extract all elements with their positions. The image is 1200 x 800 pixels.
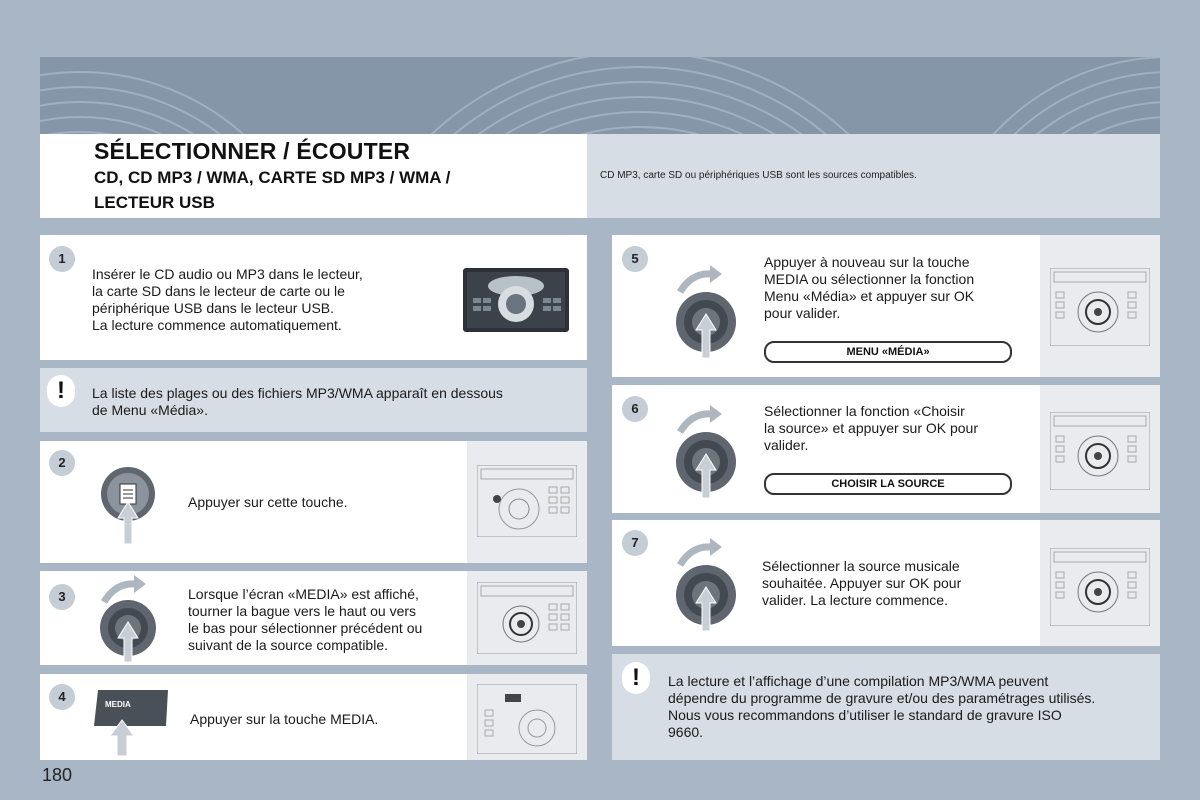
text-line: la source» et appuyer sur OK pour: [764, 420, 979, 436]
step-number: 5: [622, 246, 648, 272]
radio-panel-icon: [1050, 548, 1150, 626]
media-button-label: MEDIA: [105, 700, 131, 709]
step-number: 7: [622, 530, 648, 556]
rotary-knob-icon: [672, 402, 742, 502]
note-1-text: [92, 385, 503, 419]
step-number: 6: [622, 396, 648, 422]
page-subtitle: [94, 165, 450, 215]
text-line: suivant de la source compatible.: [188, 637, 388, 653]
radio-cd-icon: [463, 268, 569, 332]
media-button-icon: [92, 686, 172, 758]
text-line: La lecture commence automatiquement.: [92, 317, 342, 333]
text-line: Menu «Média» et appuyer sur OK: [764, 288, 975, 304]
list-button-icon: [98, 462, 160, 546]
subtitle-line: CD, CD MP3 / WMA, CARTE SD MP3 / WMA /: [94, 168, 451, 187]
warning-icon: !: [622, 662, 650, 694]
radio-panel-icon: [477, 582, 577, 654]
warning-icon: !: [47, 375, 75, 407]
step-number: 1: [49, 246, 75, 272]
menu-media-pill[interactable]: MENU «MÉDIA»: [764, 341, 1012, 363]
rotary-knob-icon: [672, 535, 742, 635]
text-line: dépendre du programme de gravure et/ou des paramétrages utilisés.: [668, 690, 1096, 706]
radio-panel-icon: [477, 465, 577, 537]
step-3-text: [188, 586, 422, 654]
text-line: La lecture et l’affichage d’une compilation MP3/WMA peuvent: [668, 673, 1049, 689]
step-4-text: Appuyer sur la touche MEDIA.: [190, 711, 379, 727]
rotary-knob-icon: [96, 572, 166, 664]
radio-panel-icon: [477, 684, 577, 754]
banner-arcs: [40, 57, 1160, 135]
step-number: 4: [49, 684, 75, 710]
step-6-text: [764, 403, 978, 454]
text-line: souhaitée. Appuyer sur OK pour: [762, 575, 962, 591]
text-line: Sélectionner la fonction «Choisir: [764, 403, 965, 419]
text-line: Lorsque l’écran «MEDIA» est affiché,: [188, 586, 419, 602]
text-line: Nous vous recommandons d’utiliser le standard de gravure ISO: [668, 707, 1062, 723]
text-line: la carte SD dans le lecteur de carte ou le: [92, 283, 345, 299]
text-line: le bas pour sélectionner précédent ou: [188, 620, 423, 636]
text-line: La liste des plages ou des fichiers MP3/WMA apparaît en dessous: [92, 385, 503, 401]
text-line: Sélectionner la source musicale: [762, 558, 960, 574]
text-line: Insérer le CD audio ou MP3 dans le lecteur,: [92, 266, 363, 282]
radio-panel-icon: [1050, 412, 1150, 490]
text-line: tourner la bague vers le haut ou vers: [188, 603, 417, 619]
step-5-text: [764, 254, 974, 322]
rotary-knob-icon: [672, 262, 742, 362]
header-banner: [40, 57, 1160, 135]
text-line: 9660.: [668, 724, 704, 740]
note-2-text: [668, 673, 1095, 741]
text-line: valider. La lecture commence.: [762, 592, 948, 608]
step-number: 2: [49, 450, 75, 476]
step-1-text: [92, 266, 363, 334]
radio-panel-icon: [1050, 268, 1150, 346]
text-line: MEDIA ou sélectionner la fonction: [764, 271, 975, 287]
choose-source-pill[interactable]: CHOISIR LA SOURCE: [764, 473, 1012, 495]
step-2-text: Appuyer sur cette touche.: [188, 494, 348, 510]
text-line: valider.: [764, 437, 809, 453]
step-7-text: [762, 558, 961, 609]
text-line: Appuyer à nouveau sur la touche: [764, 254, 970, 270]
intro-text: CD MP3, carte SD ou périphériques USB sont les sources compatibles.: [600, 170, 917, 181]
text-line: de Menu «Média».: [92, 402, 208, 418]
subtitle-line: LECTEUR USB: [94, 193, 215, 212]
page-title: SÉLECTIONNER / ÉCOUTER: [94, 138, 411, 164]
text-line: pour valider.: [764, 305, 841, 321]
text-line: périphérique USB dans le lecteur USB.: [92, 300, 335, 316]
step-number: 3: [49, 584, 75, 610]
page-number: 180: [42, 765, 73, 785]
